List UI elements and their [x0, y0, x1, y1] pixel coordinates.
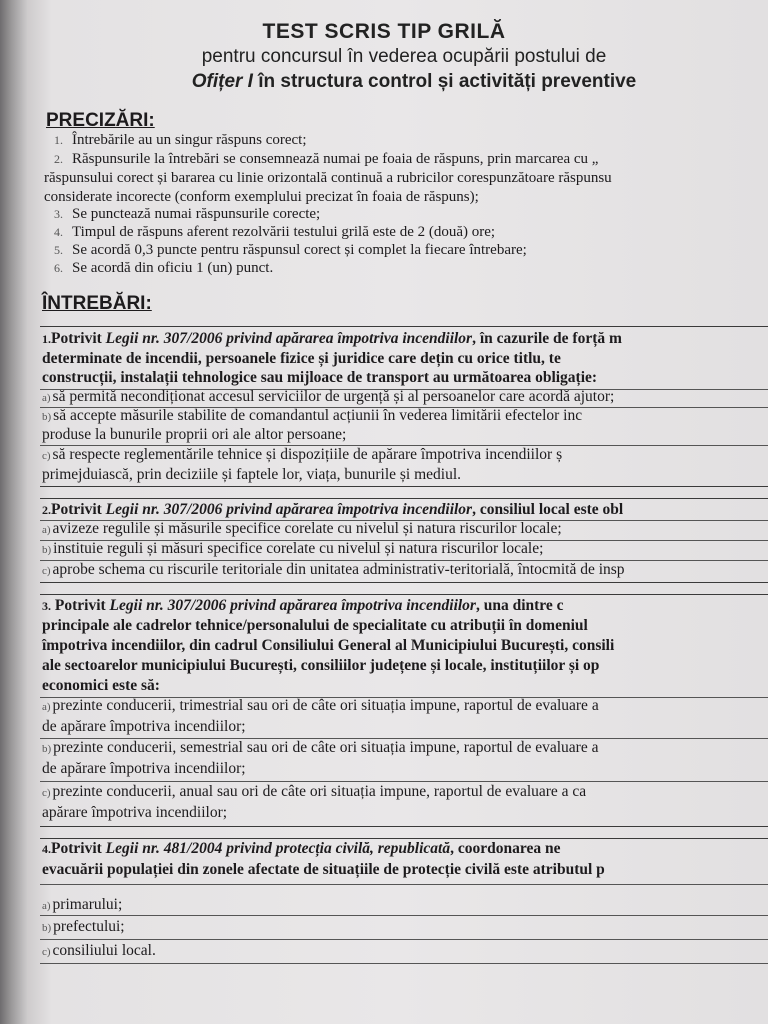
table-rule: [40, 884, 768, 885]
question-3-line: împotriva incendiilor, din cadrul Consiliului General al Municipiului București, consili: [42, 637, 615, 654]
question-1-line: construcții, instalații tehnologice sau mijloace de transport au următoarea obligație:: [42, 369, 598, 386]
question-3-line: ale sectoarelor municipiului București, consiliilor județene și locale, instituțiilor și op: [42, 657, 600, 674]
answer-4c: c) consiliului local.: [42, 942, 156, 959]
answer-1c: c) să respecte reglementările tehnice și dispozițiile de apărare împotriva incendiilor ș: [42, 446, 563, 463]
table-rule: [40, 582, 768, 583]
precizare-item: 3. Se punctează numai răspunsurile corecte;: [54, 206, 321, 222]
position-name: Ofițer I: [191, 71, 253, 92]
precizare-item: 4. Timpul de răspuns aferent rezolvării testului grilă este de 2 (două) ore;: [54, 224, 496, 240]
document-subtitle: pentru concursul în vederea ocupării postului de: [201, 46, 607, 67]
precizari-heading: PRECIZĂRI:: [46, 110, 155, 131]
answer-3c-cont: apărare împotriva incendiilor;: [42, 804, 228, 821]
answer-2b: b) instituie reguli și măsuri specifice corelate cu nivelul și natura riscurilor locale;: [42, 540, 544, 557]
table-rule: [40, 963, 768, 964]
document-position: [30, 71, 768, 93]
question-1: 1.Potrivit Legii nr. 307/2006 privind apărarea împotriva incendiilor, în cazurile de forță m: [42, 330, 622, 347]
question-3-line: economici este să:: [42, 677, 160, 694]
table-rule: [40, 326, 768, 327]
answer-2a: a) avizeze regulile și măsurile specifice corelate cu nivelul și natura riscurilor locale;: [42, 520, 562, 537]
question-1-line: determinate de incendii, persoanele fizice și juridice care dețin cu orice titlu, te: [42, 350, 561, 367]
answer-4b: b) prefectului;: [42, 918, 125, 935]
position-structure: în structura control și activități preventive: [252, 71, 637, 92]
table-rule: [40, 838, 768, 839]
answer-2c: c) aprobe schema cu riscurile teritoriale din unitatea administrativ-teritorială, întocmită de insp: [42, 561, 625, 578]
precizare-item: 2. Răspunsurile la întrebări se consemnează numai pe foaia de răspuns, prin marcarea cu „: [54, 151, 599, 167]
question-3: 3. Potrivit Legii nr. 307/2006 privind apărarea împotriva incendiilor, una dintre c: [42, 597, 564, 614]
answer-1c-cont: primejduiască, prin deciziile și faptele lor, viața, bunurile și mediul.: [42, 466, 462, 483]
answer-4a: a) primarului;: [42, 896, 123, 913]
answer-1a: a) să permită necondiționat accesul serviciilor de urgență și al persoanelor care acordă ajutor;: [42, 388, 615, 405]
table-rule: [40, 486, 768, 487]
precizare-item: 1. Întrebările au un singur răspuns corect;: [54, 132, 307, 148]
table-rule: [40, 781, 768, 782]
table-rule: [40, 826, 768, 827]
answer-3b: b) prezinte conducerii, semestrial sau ori de câte ori situația impune, raportul de evaluare a: [42, 739, 599, 756]
answer-3b-cont: de apărare împotriva incendiilor;: [42, 760, 246, 777]
answer-1b-cont: produse la bunurile proprii ori ale altor persoane;: [42, 426, 347, 443]
table-rule: [40, 498, 768, 499]
precizare-item: 5. Se acordă 0,3 puncte pentru răspunsul corect și complet la fiecare întrebare;: [54, 242, 527, 258]
precizare-item: 6. Se acordă din oficiu 1 (un) punct.: [54, 260, 274, 276]
answer-3c: c) prezinte conducerii, anual sau ori de câte ori situația impune, raportul de evaluare a ca: [42, 783, 587, 800]
table-rule: [40, 594, 768, 595]
intrebari-heading: ÎNTREBĂRI:: [42, 293, 152, 314]
answer-3a: a) prezinte conducerii, trimestrial sau ori de câte ori situația impune, raportul de evaluare a: [42, 697, 599, 714]
answer-3a-cont: de apărare împotriva incendiilor;: [42, 718, 246, 735]
page-edge-shadow: [0, 0, 28, 1024]
table-rule: [40, 939, 768, 940]
answer-1b: b) să accepte măsurile stabilite de comandantul acțiunii în vederea limitării efectelor inc: [42, 407, 583, 424]
table-rule: [40, 915, 768, 916]
question-3-line: principale ale cadrelor tehnice/personalului de specialitate cu atribuții în domeniul: [42, 617, 588, 634]
question-4: 4.Potrivit Legii nr. 481/2004 privind protecția civilă, republicată, coordonarea ne: [42, 840, 561, 857]
document-title: TEST SCRIS TIP GRILĂ: [262, 20, 506, 43]
question-2: 2.Potrivit Legii nr. 307/2006 privind apărarea împotriva incendiilor, consiliul local este obl: [42, 501, 624, 518]
precizare-continuation: răspunsului corect și bararea cu linie orizontală continuă a rubricilor corespunzătoare răspunsu: [44, 170, 612, 186]
question-4-line: evacuării populației din zonele afectate de situațiile de protecție civilă este atributul p: [42, 861, 605, 878]
precizare-continuation: considerate incorecte (conform exemplului precizat în foaia de răspuns);: [44, 189, 479, 205]
